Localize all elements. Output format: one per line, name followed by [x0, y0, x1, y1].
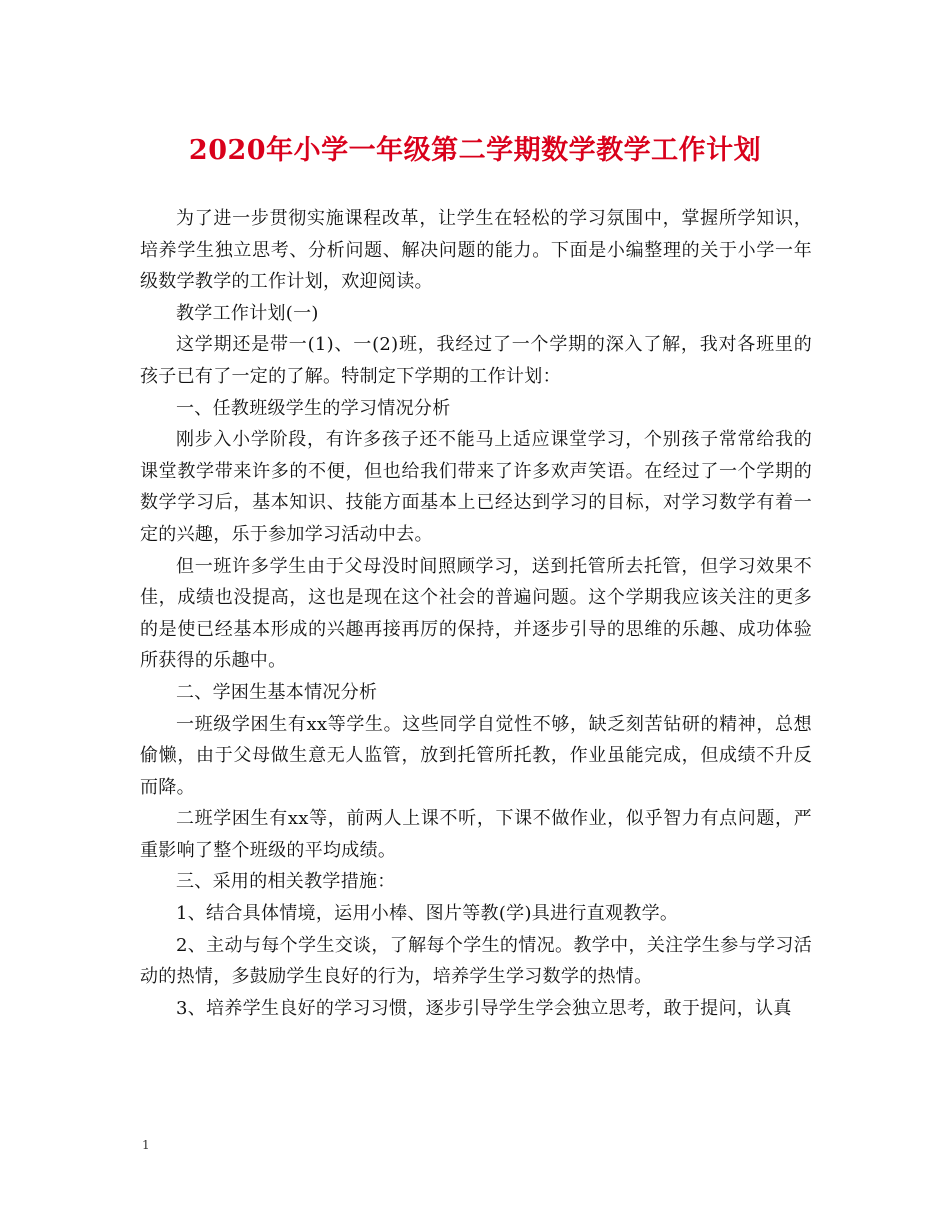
section-heading: 二、学困生基本情况分析: [176, 681, 378, 703]
paragraph: 这学期还是带一(1)、一(2)班，我经过了一个学期的深入了解，我对各班里的孩子已有了一定的了解。特制定下学期的工作计划：: [140, 334, 812, 387]
paragraph: 一班级学困生有xx等学生。这些同学自觉性不够，缺乏刻苦钻研的精神，总想偷懒，由于父母做生意无人监管，放到托管所托教，作业虽能完成，但成绩不升反而降。: [140, 713, 812, 798]
list-item: 3、培养学生良好的学习习惯，逐步引导学生学会独立思考，敢于提问，认真: [176, 997, 792, 1019]
section-heading-plan-one: 教学工作计划(一): [176, 302, 319, 324]
section-heading: 三、采用的相关教学措施：: [176, 871, 396, 893]
paragraph: 二班学困生有xx等，前两人上课不听，下课不做作业，似乎智力有点问题，严重影响了整个班级的平均成绩。: [140, 808, 812, 861]
list-item: 2、主动与每个学生交谈，了解每个学生的情况。教学中，关注学生参与学习活动的热情，多鼓励学生良好的行为，培养学生学习数学的热情。: [140, 934, 812, 988]
paragraph-intro: 为了进一步贯彻实施课程改革，让学生在轻松的学习氛围中，掌握所学知识，培养学生独立思考、分析问题、解决问题的能力。下面是小编整理的关于小学一年级数学教学的工作计划，欢迎阅读。: [140, 208, 812, 293]
document-body: [140, 203, 812, 1024]
paragraph: 刚步入小学阶段，有许多孩子还不能马上适应课堂学习，个别孩子常常给我的课堂教学带来许多的不便，但也给我们带来了许多欢声笑语。在经过了一个学期的数学学习后，基本知识、技能方面基本上已经达到学习的目标，对学习数学有着一定的兴趣，乐于参加学习活动中去。: [140, 429, 812, 545]
page-number: 1: [142, 1138, 150, 1152]
section-heading: 一、任教班级学生的学习情况分析: [176, 397, 451, 419]
document-title: 2020年小学一年级第二学期数学教学工作计划: [188, 135, 762, 166]
list-item: 1、结合具体情境，运用小棒、图片等教(学)具进行直观教学。: [176, 903, 679, 925]
paragraph: 但一班许多学生由于父母没时间照顾学习，送到托管所去托管，但学习效果不佳，成绩也没提高，这也是现在这个社会的普遍问题。这个学期我应该关注的更多的是使已经基本形成的兴趣再接再厉的保持，并逐步引导的思维的乐趣、成功体验所获得的乐趣中。: [140, 555, 812, 672]
